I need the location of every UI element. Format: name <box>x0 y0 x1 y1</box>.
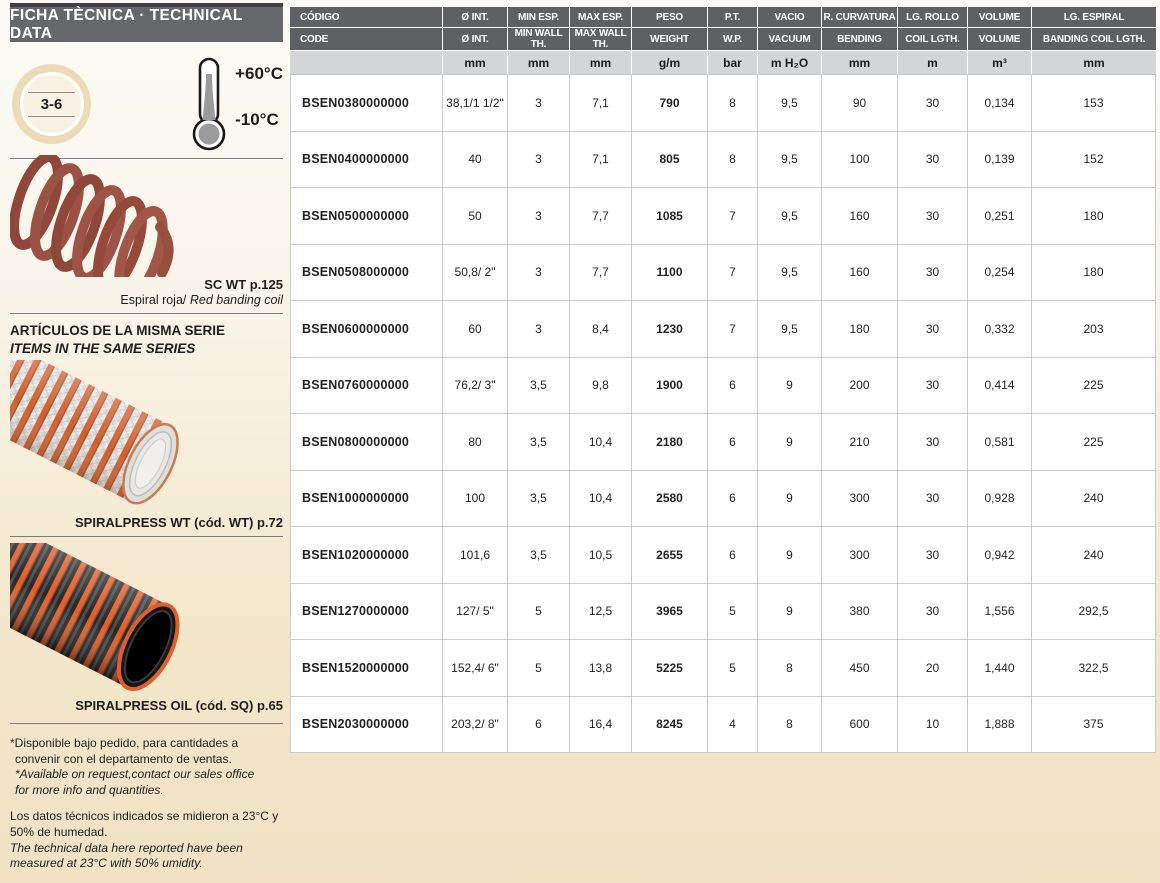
value-cell: 3 <box>508 245 570 302</box>
value-cell: 2580 <box>632 471 708 528</box>
value-cell: 300 <box>822 471 898 528</box>
units-row <box>290 51 1156 75</box>
spiralpress-oil-image <box>10 543 283 695</box>
column-header: LG. ESPIRAL <box>1032 7 1156 28</box>
value-cell: 225 <box>1032 358 1156 415</box>
code-cell: BSEN0380000000 <box>290 75 443 132</box>
unit-cell <box>290 51 443 75</box>
code-cell: BSEN1520000000 <box>290 640 443 697</box>
value-cell: 6 <box>708 471 758 528</box>
size-range-label: 3-6 <box>28 92 76 117</box>
table-row <box>290 358 1156 415</box>
value-cell: 127/ 5" <box>443 584 508 641</box>
technical-table <box>290 7 1156 753</box>
value-cell: 9,5 <box>758 301 822 358</box>
value-cell: 152,4/ 6" <box>443 640 508 697</box>
value-cell: 30 <box>898 75 968 132</box>
value-cell: 7 <box>708 245 758 302</box>
wt-hose-graphic <box>10 360 203 512</box>
value-cell: 160 <box>822 188 898 245</box>
spiralpress-wt-image <box>10 360 283 512</box>
table-row <box>290 527 1156 584</box>
value-cell: 0,928 <box>968 471 1032 528</box>
code-cell: BSEN2030000000 <box>290 697 443 754</box>
value-cell: 203 <box>1032 301 1156 358</box>
column-header: WEIGHT <box>632 28 708 51</box>
value-cell: 8 <box>758 697 822 754</box>
column-header: CODE <box>290 28 443 51</box>
value-cell: 6 <box>708 358 758 415</box>
value-cell: 1,440 <box>968 640 1032 697</box>
value-cell: 805 <box>632 132 708 189</box>
value-cell: 9,5 <box>758 188 822 245</box>
value-cell: 380 <box>822 584 898 641</box>
value-cell: 6 <box>708 414 758 471</box>
unit-cell: mm <box>570 51 632 75</box>
series-title <box>10 322 283 358</box>
value-cell: 30 <box>898 414 968 471</box>
code-cell: BSEN1270000000 <box>290 584 443 641</box>
footnotes <box>10 736 283 872</box>
table-row <box>290 75 1156 132</box>
value-cell: 240 <box>1032 527 1156 584</box>
size-range-badge <box>12 64 91 144</box>
value-cell: 292,5 <box>1032 584 1156 641</box>
code-cell: BSEN0760000000 <box>290 358 443 415</box>
value-cell: 6 <box>508 697 570 754</box>
availability-note: *Disponible bajo pedido, para cantidades a convenir con el departamento de ventas. *Available on request,contact our sales office for more info and quantities. <box>10 736 255 797</box>
column-header: PESO <box>632 7 708 28</box>
value-cell: 152 <box>1032 132 1156 189</box>
column-header: MIN WALL TH. <box>508 28 570 51</box>
value-cell: 9,5 <box>758 75 822 132</box>
sidebar <box>0 0 290 883</box>
value-cell: 50 <box>443 188 508 245</box>
value-cell: 7 <box>708 301 758 358</box>
column-header: VOLUME <box>968 28 1032 51</box>
value-cell: 9,5 <box>758 245 822 302</box>
column-header: W.P. <box>708 28 758 51</box>
value-cell: 101,6 <box>443 527 508 584</box>
unit-cell: mm <box>443 51 508 75</box>
red-banding-coil-image <box>10 155 210 277</box>
column-header: BANDING COIL LGTH. <box>1032 28 1156 51</box>
value-cell: 30 <box>898 132 968 189</box>
code-cell: BSEN0600000000 <box>290 301 443 358</box>
value-cell: 80 <box>443 414 508 471</box>
value-cell: 160 <box>822 245 898 302</box>
value-cell: 0,251 <box>968 188 1032 245</box>
value-cell: 9 <box>758 414 822 471</box>
code-cell: BSEN0400000000 <box>290 132 443 189</box>
oil-hose-graphic <box>10 543 203 695</box>
coil-caption <box>10 277 283 308</box>
value-cell: 9,8 <box>570 358 632 415</box>
value-cell: 3 <box>508 75 570 132</box>
value-cell: 3,5 <box>508 358 570 415</box>
column-header: P.T. <box>708 7 758 28</box>
value-cell: 5 <box>508 640 570 697</box>
temp-min-label: -10°C <box>235 110 279 129</box>
value-cell: 6 <box>708 527 758 584</box>
value-cell: 9 <box>758 584 822 641</box>
unit-cell: m H₂O <box>758 51 822 75</box>
value-cell: 0,254 <box>968 245 1032 302</box>
unit-cell: bar <box>708 51 758 75</box>
value-cell: 100 <box>443 471 508 528</box>
value-cell: 10,4 <box>570 414 632 471</box>
value-cell: 210 <box>822 414 898 471</box>
column-header: Ø INT. <box>443 7 508 28</box>
unit-cell: mm <box>508 51 570 75</box>
table-row <box>290 301 1156 358</box>
value-cell: 3 <box>508 301 570 358</box>
unit-cell: m <box>898 51 968 75</box>
value-cell: 5225 <box>632 640 708 697</box>
value-cell: 30 <box>898 245 968 302</box>
value-cell: 300 <box>822 527 898 584</box>
value-cell: 9,5 <box>758 132 822 189</box>
value-cell: 375 <box>1032 697 1156 754</box>
value-cell: 8 <box>708 132 758 189</box>
spiralpress-oil-caption: SPIRALPRESS OIL (cód. SQ) p.65 <box>75 698 283 714</box>
unit-cell: g/m <box>632 51 708 75</box>
value-cell: 203,2/ 8" <box>443 697 508 754</box>
unit-cell: mm <box>822 51 898 75</box>
value-cell: 3965 <box>632 584 708 641</box>
value-cell: 180 <box>822 301 898 358</box>
value-cell: 5 <box>708 584 758 641</box>
value-cell: 100 <box>822 132 898 189</box>
value-cell: 8,4 <box>570 301 632 358</box>
unit-cell: mm <box>1032 51 1156 75</box>
value-cell: 13,8 <box>570 640 632 697</box>
value-cell: 180 <box>1032 188 1156 245</box>
value-cell: 0,134 <box>968 75 1032 132</box>
value-cell: 1,888 <box>968 697 1032 754</box>
value-cell: 0,581 <box>968 414 1032 471</box>
value-cell: 4 <box>708 697 758 754</box>
value-cell: 7,1 <box>570 132 632 189</box>
value-cell: 1085 <box>632 188 708 245</box>
value-cell: 76,2/ 3" <box>443 358 508 415</box>
table-row <box>290 414 1156 471</box>
value-cell: 2180 <box>632 414 708 471</box>
coil-ref-label: SC WT p.125 <box>204 277 283 292</box>
value-cell: 200 <box>822 358 898 415</box>
value-cell: 790 <box>632 75 708 132</box>
column-header: CÓDIGO <box>290 7 443 28</box>
value-cell: 3 <box>508 188 570 245</box>
code-cell: BSEN1000000000 <box>290 471 443 528</box>
coil-caption-es: Espiral roja/ <box>120 292 190 307</box>
value-cell: 10,5 <box>570 527 632 584</box>
temperature-range <box>187 56 283 152</box>
table-row <box>290 188 1156 245</box>
value-cell: 30 <box>898 358 968 415</box>
value-cell: 322,5 <box>1032 640 1156 697</box>
divider <box>10 536 283 537</box>
column-header: Ø INT. <box>443 28 508 51</box>
value-cell: 153 <box>1032 75 1156 132</box>
technical-data-section <box>290 7 1156 753</box>
header-row <box>290 7 1156 28</box>
value-cell: 38,1/1 1/2" <box>443 75 508 132</box>
value-cell: 0,414 <box>968 358 1032 415</box>
value-cell: 600 <box>822 697 898 754</box>
value-cell: 180 <box>1032 245 1156 302</box>
value-cell: 0,332 <box>968 301 1032 358</box>
value-cell: 20 <box>898 640 968 697</box>
column-header: VOLUME <box>968 7 1032 28</box>
value-cell: 9 <box>758 471 822 528</box>
value-cell: 90 <box>822 75 898 132</box>
column-header: MAX WALL TH. <box>570 28 632 51</box>
value-cell: 16,4 <box>570 697 632 754</box>
value-cell: 7,7 <box>570 188 632 245</box>
column-header: BENDING <box>822 28 898 51</box>
value-cell: 10,4 <box>570 471 632 528</box>
table-row <box>290 584 1156 641</box>
value-cell: 3,5 <box>508 471 570 528</box>
series-title-en: ITEMS IN THE SAME SERIES <box>10 340 196 356</box>
value-cell: 3,5 <box>508 414 570 471</box>
value-cell: 1230 <box>632 301 708 358</box>
value-cell: 8 <box>708 75 758 132</box>
value-cell: 3,5 <box>508 527 570 584</box>
table-row <box>290 640 1156 697</box>
spiralpress-wt-caption: SPIRALPRESS WT (cód. WT) p.72 <box>74 515 283 531</box>
value-cell: 7 <box>708 188 758 245</box>
value-cell: 30 <box>898 301 968 358</box>
value-cell: 3 <box>508 132 570 189</box>
code-cell: BSEN0800000000 <box>290 414 443 471</box>
value-cell: 10 <box>898 697 968 754</box>
column-header: COIL LGTH. <box>898 28 968 51</box>
value-cell: 30 <box>898 188 968 245</box>
value-cell: 1100 <box>632 245 708 302</box>
column-header: VACUUM <box>758 28 822 51</box>
divider <box>10 313 283 314</box>
value-cell: 1,556 <box>968 584 1032 641</box>
value-cell: 50,8/ 2" <box>443 245 508 302</box>
value-cell: 240 <box>1032 471 1156 528</box>
value-cell: 2655 <box>632 527 708 584</box>
value-cell: 0,139 <box>968 132 1032 189</box>
value-cell: 225 <box>1032 414 1156 471</box>
value-cell: 0,942 <box>968 527 1032 584</box>
value-cell: 12,5 <box>570 584 632 641</box>
value-cell: 7,7 <box>570 245 632 302</box>
value-cell: 8 <box>758 640 822 697</box>
value-cell: 30 <box>898 584 968 641</box>
table-row <box>290 132 1156 189</box>
code-cell: BSEN0508000000 <box>290 245 443 302</box>
column-header: LG. ROLLO <box>898 7 968 28</box>
value-cell: 60 <box>443 301 508 358</box>
value-cell: 40 <box>443 132 508 189</box>
value-cell: 8245 <box>632 697 708 754</box>
value-cell: 5 <box>708 640 758 697</box>
value-cell: 30 <box>898 471 968 528</box>
table-row <box>290 245 1156 302</box>
series-title-es: ARTÍCULOS DE LA MISMA SERIE <box>10 322 226 338</box>
page-title: FICHA TÈCNICA · TECHNICAL DATA <box>10 3 283 42</box>
column-header: VACIO <box>758 7 822 28</box>
measurement-note: Los datos técnicos indicados se midieron a 23°C y 50% de humedad. The technical data here reported have been measured at 23°C with 50% umidity. <box>10 809 279 871</box>
value-cell: 30 <box>898 527 968 584</box>
value-cell: 5 <box>508 584 570 641</box>
header-row <box>290 28 1156 51</box>
unit-cell: m³ <box>968 51 1032 75</box>
column-header: MIN ESP. <box>508 7 570 28</box>
coil-caption-en: Red banding coil <box>189 292 283 307</box>
column-header: MAX ESP. <box>570 7 632 28</box>
value-cell: 9 <box>758 358 822 415</box>
code-cell: BSEN1020000000 <box>290 527 443 584</box>
value-cell: 9 <box>758 527 822 584</box>
table-row <box>290 697 1156 754</box>
value-cell: 1900 <box>632 358 708 415</box>
column-header: R. CURVATURA <box>822 7 898 28</box>
table-row <box>290 471 1156 528</box>
thermometer-icon <box>187 56 231 152</box>
value-cell: 7,1 <box>570 75 632 132</box>
divider <box>10 723 283 724</box>
value-cell: 450 <box>822 640 898 697</box>
temp-max-label: +60°C <box>235 64 283 83</box>
properties-row <box>10 60 283 148</box>
code-cell: BSEN0500000000 <box>290 188 443 245</box>
